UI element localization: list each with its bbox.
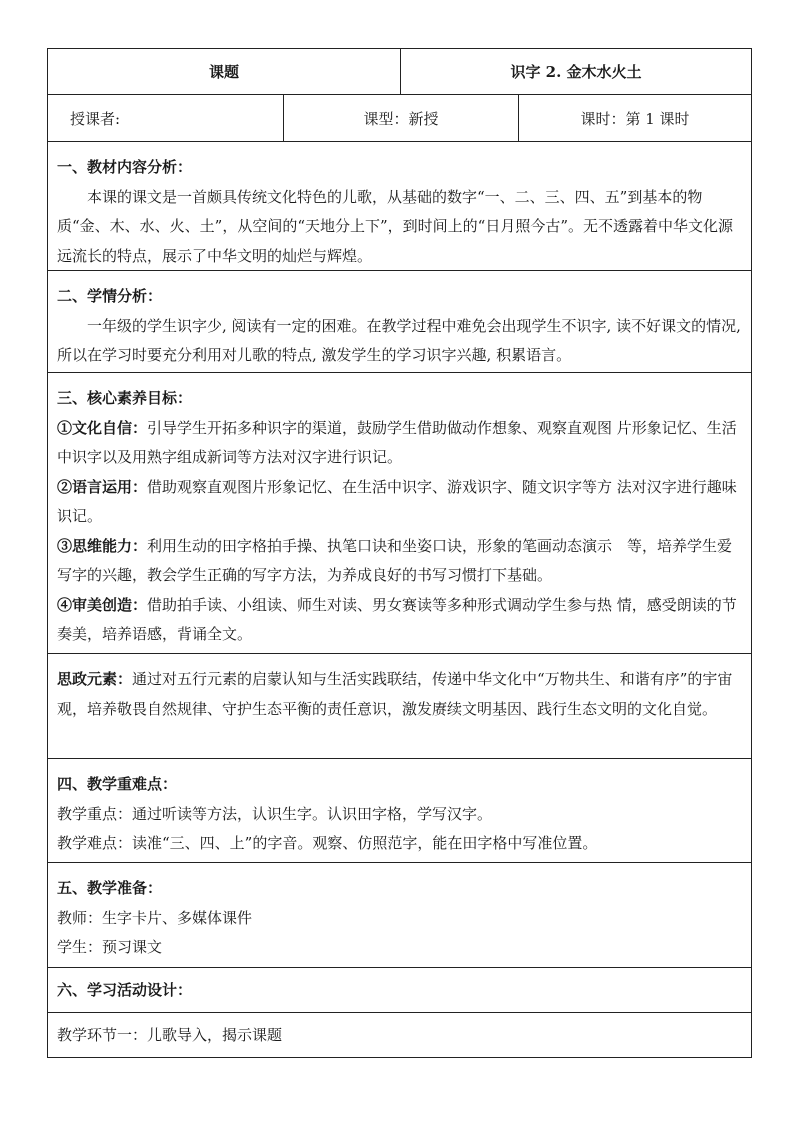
section-text: 一年级的学生识字少, 阅读有一定的困难。在教学过程中难免会出现学生不识字, 读不好课文的情况, 所以在学习时要充分利用对儿歌的特点, 激发学生的学习识字兴趣, 积累语言。 [57,316,741,364]
goal-label: ②语言运用： [57,477,148,496]
activity-step-1: 教学环节一：儿歌导入，揭示课题 [57,1026,283,1044]
topic-value: 识字 2. 金木水火土 [400,49,751,94]
lesson-plan-table [47,48,752,1058]
key-point: 教学重点：通过听读等方法，认识生字。认识田字格，学写汉字。 [57,804,493,823]
section-goals [47,372,752,653]
ideology-label: 思政元素： [57,670,133,688]
activity-step-row [47,1012,752,1058]
goal-text: 引导学生开拓多种识字的渠道，鼓励学生借助做动作想象、观察直观图 片形象记忆、生活中识字以及用熟字组成新词等方法对汉字进行识记。 [57,418,737,466]
goal-text: 借助观察直观图片形象记忆、在生活中识字、游戏识字、随文识字等方 法对汉字进行趣味识记。 [57,477,737,525]
goal-item [57,414,742,473]
teacher-cell: 授课者: [70,109,121,128]
section-prep [47,862,752,967]
section-heading: 二、学情分析： [57,287,163,305]
section-text: 本课的课文是一首颇具传统文化特色的儿歌，从基础的数字“一、二、三、四、五”到基本的物质“金、木、水、火、土”，从空间的“天地分上下”，到时间上的“日月照今古”。无不透露着中华文化源远流长的特点，展示了中华文明的灿烂与辉煌。 [57,187,734,265]
goal-label: ①文化自信： [57,418,148,437]
goal-label: ④审美创造： [57,595,148,614]
difficult-point: 教学难点：读准“三、四、上”的字音。观察、仿照范字，能在田字格中写准位置。 [57,834,598,852]
goal-text: 借助拍手读、小组读、师生对读、男女赛读等多种形式调动学生参与热 情，感受朗读的节奏美，培养语感，背诵全文。 [57,595,737,643]
goal-text: 利用生动的田字格拍手操、执笔口诀和坐姿口诀，形象的笔画动态演示 等，培养学生爱写字的兴趣，教会学生正确的写字方法，为养成良好的书写习惯打下基础。 [57,536,733,584]
goal-item [57,532,742,591]
section-students [47,270,752,372]
section-activity [47,967,752,1012]
section-heading: 四、教学重难点： [57,775,178,793]
section-ideology [47,653,752,758]
lesson-type-cell: 课型：新授 [283,95,518,141]
prep-teacher: 教师：生字卡片、多媒体课件 [57,908,253,927]
ideology-paragraph [57,665,742,724]
goal-item [57,473,742,532]
goal-label: ③思维能力： [57,536,148,555]
section-heading: 五、教学准备： [57,879,163,897]
section-heading: 三、核心素养目标： [57,389,193,407]
section-material [47,141,752,270]
header-row-topic [47,48,752,94]
header-row-info [47,94,752,141]
goal-item [57,591,742,650]
section-heading: 一、教材内容分析： [57,158,193,176]
topic-label: 课题 [208,63,239,81]
ideology-text: 通过对五行元素的启蒙认知与生活实践联结，传递中华文化中“万物共生、和谐有序”的宇宙观，培养敬畏自然规律、守护生态平衡的责任意识，激发赓续文明基因、践行生态文明的文化自觉。 [57,670,733,718]
lesson-period-cell: 课时：第 1 课时 [518,95,751,141]
section-keypoints [47,758,752,862]
section-heading: 六、学习活动设计： [57,981,193,999]
prep-student: 学生：预习课文 [57,938,163,956]
